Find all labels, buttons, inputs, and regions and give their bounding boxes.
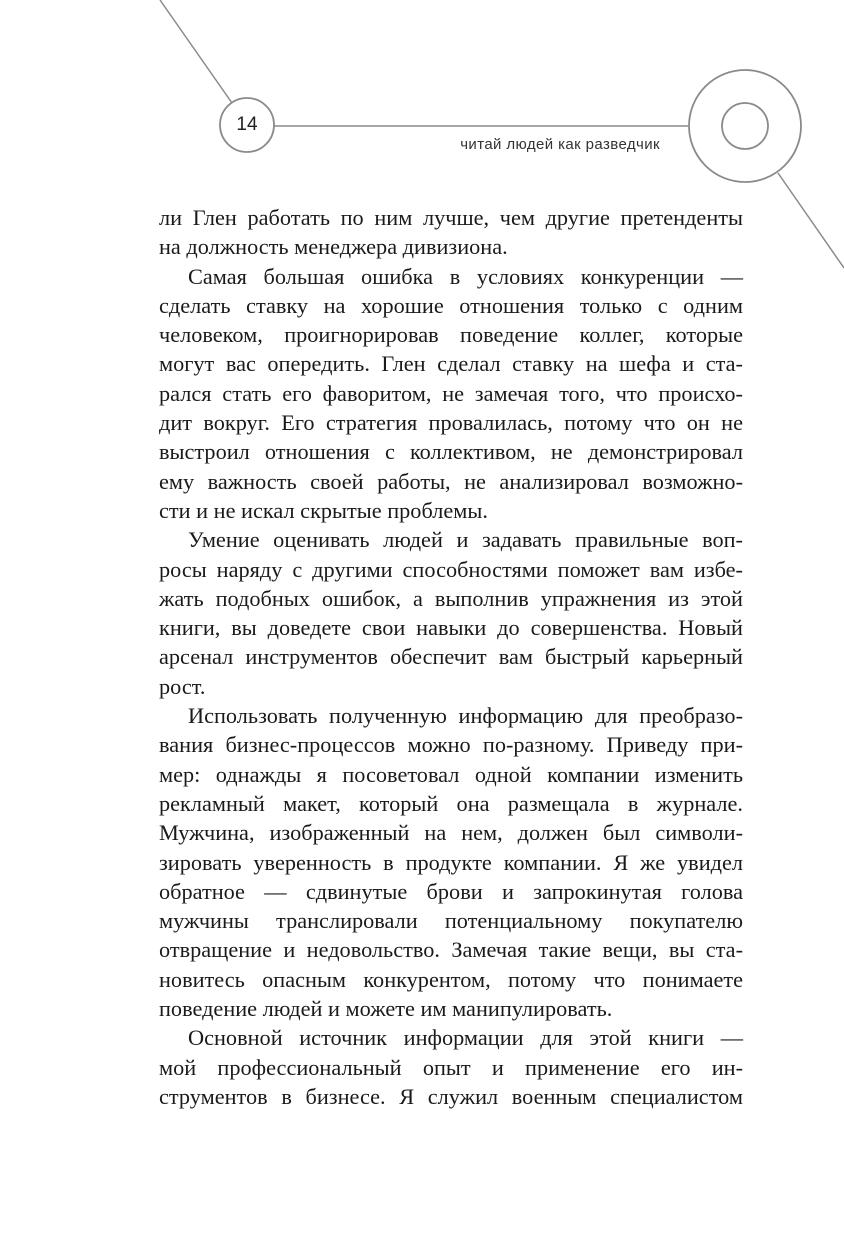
text-line: дит вокруг. Его стратегия провалилась, потому что он не [159,410,743,436]
text-line: на должность менеджера дивизиона. [159,234,508,260]
page-number: 14 [236,114,258,135]
text-line: росы наряду с другими способностями поможет вам избе- [159,556,743,582]
diagonal-line-top-left [160,0,232,103]
text-line: отвращение и недовольство. Замечая такие вещи, вы ста- [159,937,743,963]
text-line: Самая большая ошибка в условиях конкуренции — [188,263,743,289]
text-line: человеком, проигнорировав поведение коллег, которые [159,322,743,348]
text-line: арсенал инструментов обеспечит вам быстрый карьерный [159,644,743,670]
text-line: рекламный макет, который она размещала в журнале. [159,790,743,816]
text-line: рался стать его фаворитом, не замечая того, что происхо- [159,380,743,406]
text-line: жать подобных ошибок, а выполнив упражнения из этой [159,585,743,611]
running-title: читай людей как разведчик [460,136,660,153]
text-line: сделать ставку на хорошие отношения только с одним [159,292,743,318]
text-line: могут вас опередить. Глен сделал ставку на шефа и ста- [159,351,743,377]
text-line: Использовать полученную информацию для преобразо- [188,703,743,729]
text-line: ему важность своей работы, не анализировал возможно- [159,468,743,494]
text-line: рост. [159,673,206,699]
text-line: Мужчина, изображенный на нем, должен был символи- [159,820,743,846]
text-line: поведение людей и можете им манипулировать. [159,996,613,1022]
inner-ring [722,103,768,149]
text-line: зировать уверенность в продукте компании. Я же увидел [159,849,743,875]
body-text [159,203,743,1111]
text-line: мой профессиональный опыт и применение его ин- [159,1054,743,1080]
text-line: сти и не искал скрытые проблемы. [159,497,488,523]
text-line: мужчины транслировали потенциальному покупателю [159,908,743,934]
text-line: Умение оценивать людей и задавать правильные воп- [188,527,743,553]
text-line: Основной источник информации для этой книги — [188,1025,743,1051]
text-line: ли Глен работать по ним лучше, чем другие претенденты [159,205,743,230]
text-line: вания бизнес-процессов можно по-разному. Приведу при- [159,732,743,758]
text-line: выстроил отношения с коллективом, не демонстрировал [159,439,743,465]
text-line: книги, вы доведете свои навыки до совершенства. Новый [159,615,743,641]
text-line: мер: однажды я посоветовал одной компании изменить [159,761,743,787]
text-line: новитесь опасным конкурентом, потому что понимаете [159,966,743,992]
text-line: обратное — сдвинутые брови и запрокинутая голова [159,878,743,904]
diagonal-line-right [778,173,844,268]
outer-ring [689,70,801,182]
text-line: струментов в бизнесе. Я служил военным специалистом [159,1083,743,1109]
